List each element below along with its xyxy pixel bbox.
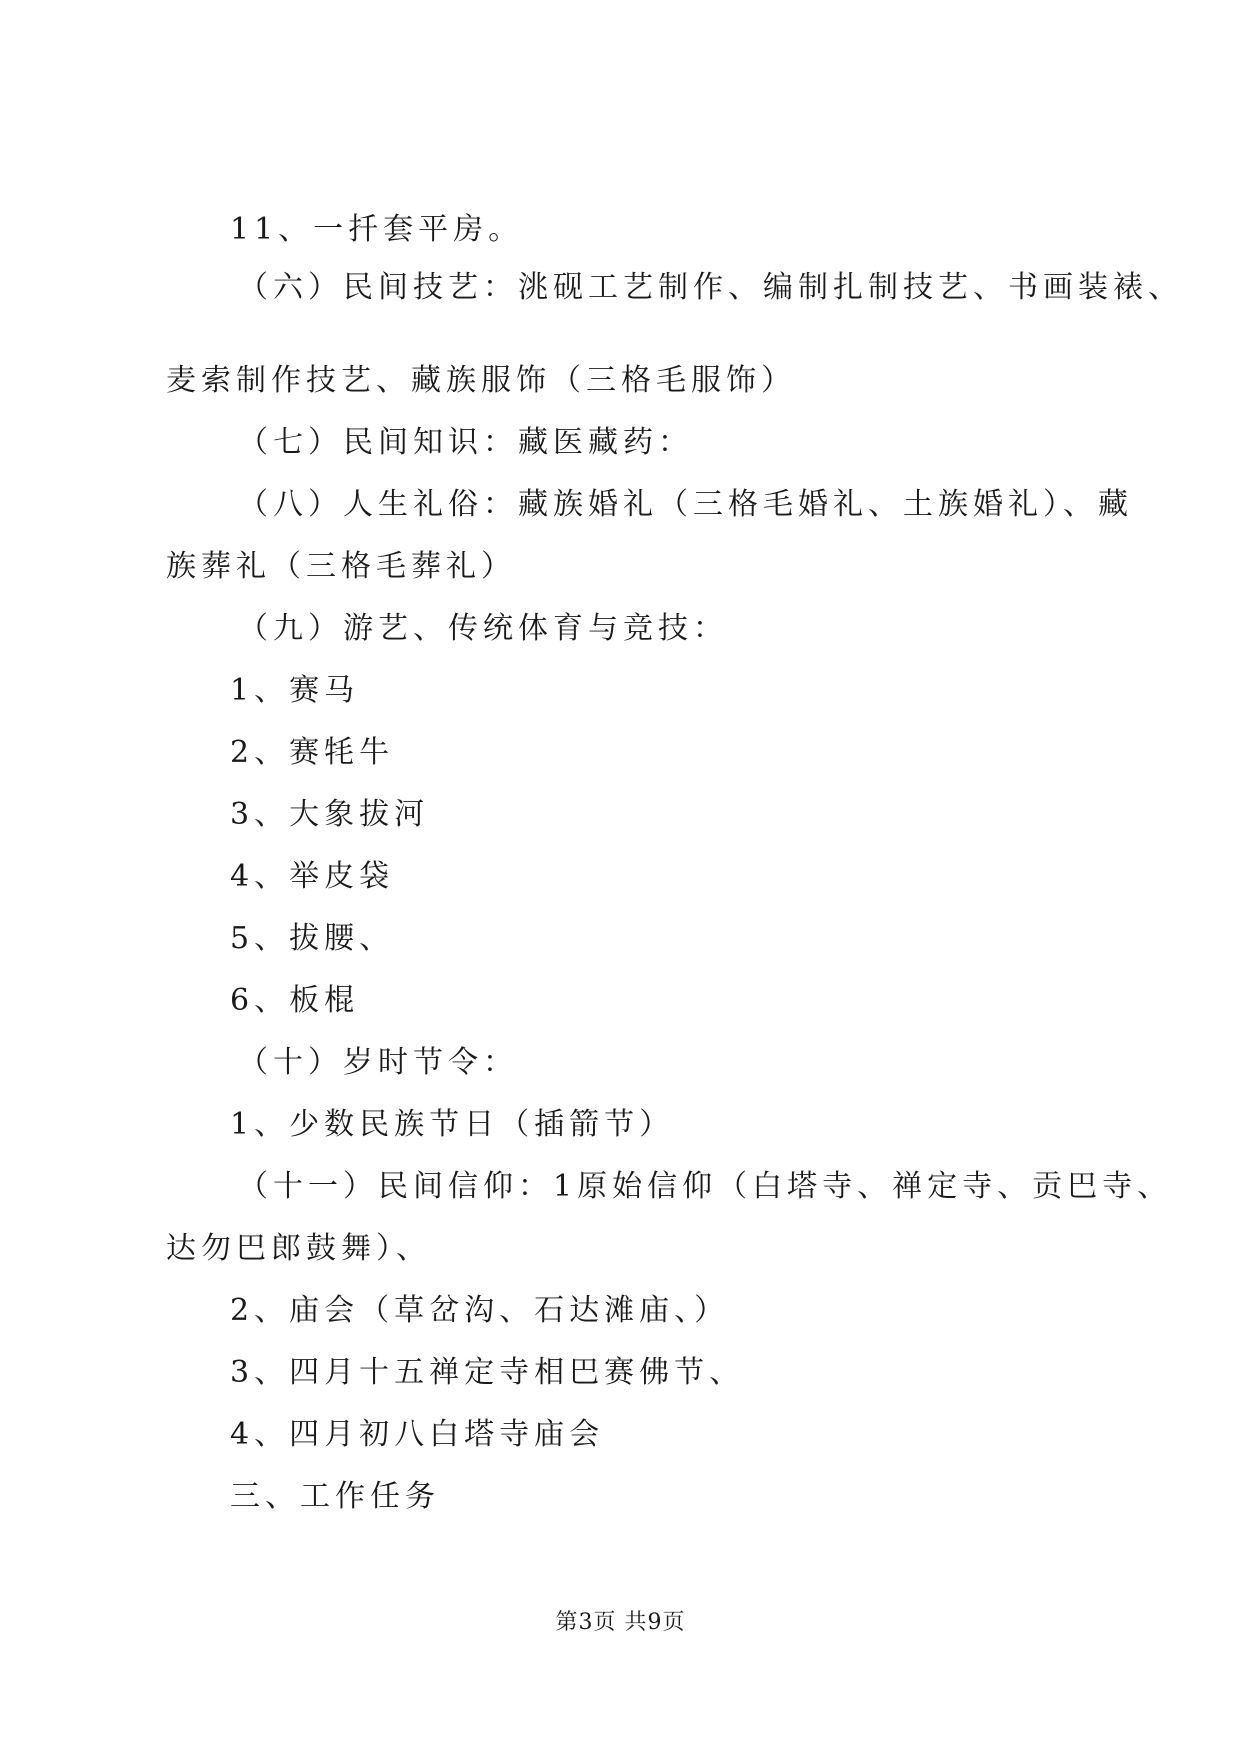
text-line: （六）民间技艺：洮砚工艺制作、编制扎制技艺、书画装裱、	[238, 270, 1183, 305]
section-heading: 三、工作任务	[230, 1479, 440, 1514]
text-line: 族葬礼（三格毛葬礼）	[166, 549, 516, 584]
list-item: 3、大象拔河	[230, 797, 430, 832]
list-item: 6、板棍	[230, 983, 360, 1018]
text-line: （十一）民间信仰：1原始信仰（白塔寺、禅定寺、贡巴寺、	[238, 1169, 1173, 1204]
list-item: 4、四月初八白塔寺庙会	[230, 1417, 605, 1452]
list-item: 1、赛马	[230, 673, 360, 708]
text-line: （八）人生礼俗：藏族婚礼（三格毛婚礼、土族婚礼）、藏	[238, 487, 1133, 522]
list-item: 1、少数民族节日（插箭节）	[230, 1107, 675, 1142]
text-line: （十）岁时节令：	[238, 1045, 518, 1080]
list-item: 2、庙会（草岔沟、石达滩庙、）	[230, 1293, 730, 1328]
list-item: 3、四月十五禅定寺相巴赛佛节、	[230, 1355, 745, 1390]
text-line: 达勿巴郎鼓舞）、	[166, 1231, 431, 1266]
text-line: 麦索制作技艺、藏族服饰（三格毛服饰）	[166, 363, 796, 398]
list-item: 2、赛牦牛	[230, 735, 395, 770]
text-line: 11、一扦套平房。	[230, 212, 524, 247]
list-item: 5、拔腰、	[230, 921, 395, 956]
text-line: （九）游艺、传统体育与竞技：	[238, 611, 728, 646]
text-line: （七）民间知识：藏医藏药：	[238, 425, 693, 460]
list-item: 4、举皮袋	[230, 859, 395, 894]
page-number-footer: 第3页 共9页	[555, 1610, 686, 1635]
